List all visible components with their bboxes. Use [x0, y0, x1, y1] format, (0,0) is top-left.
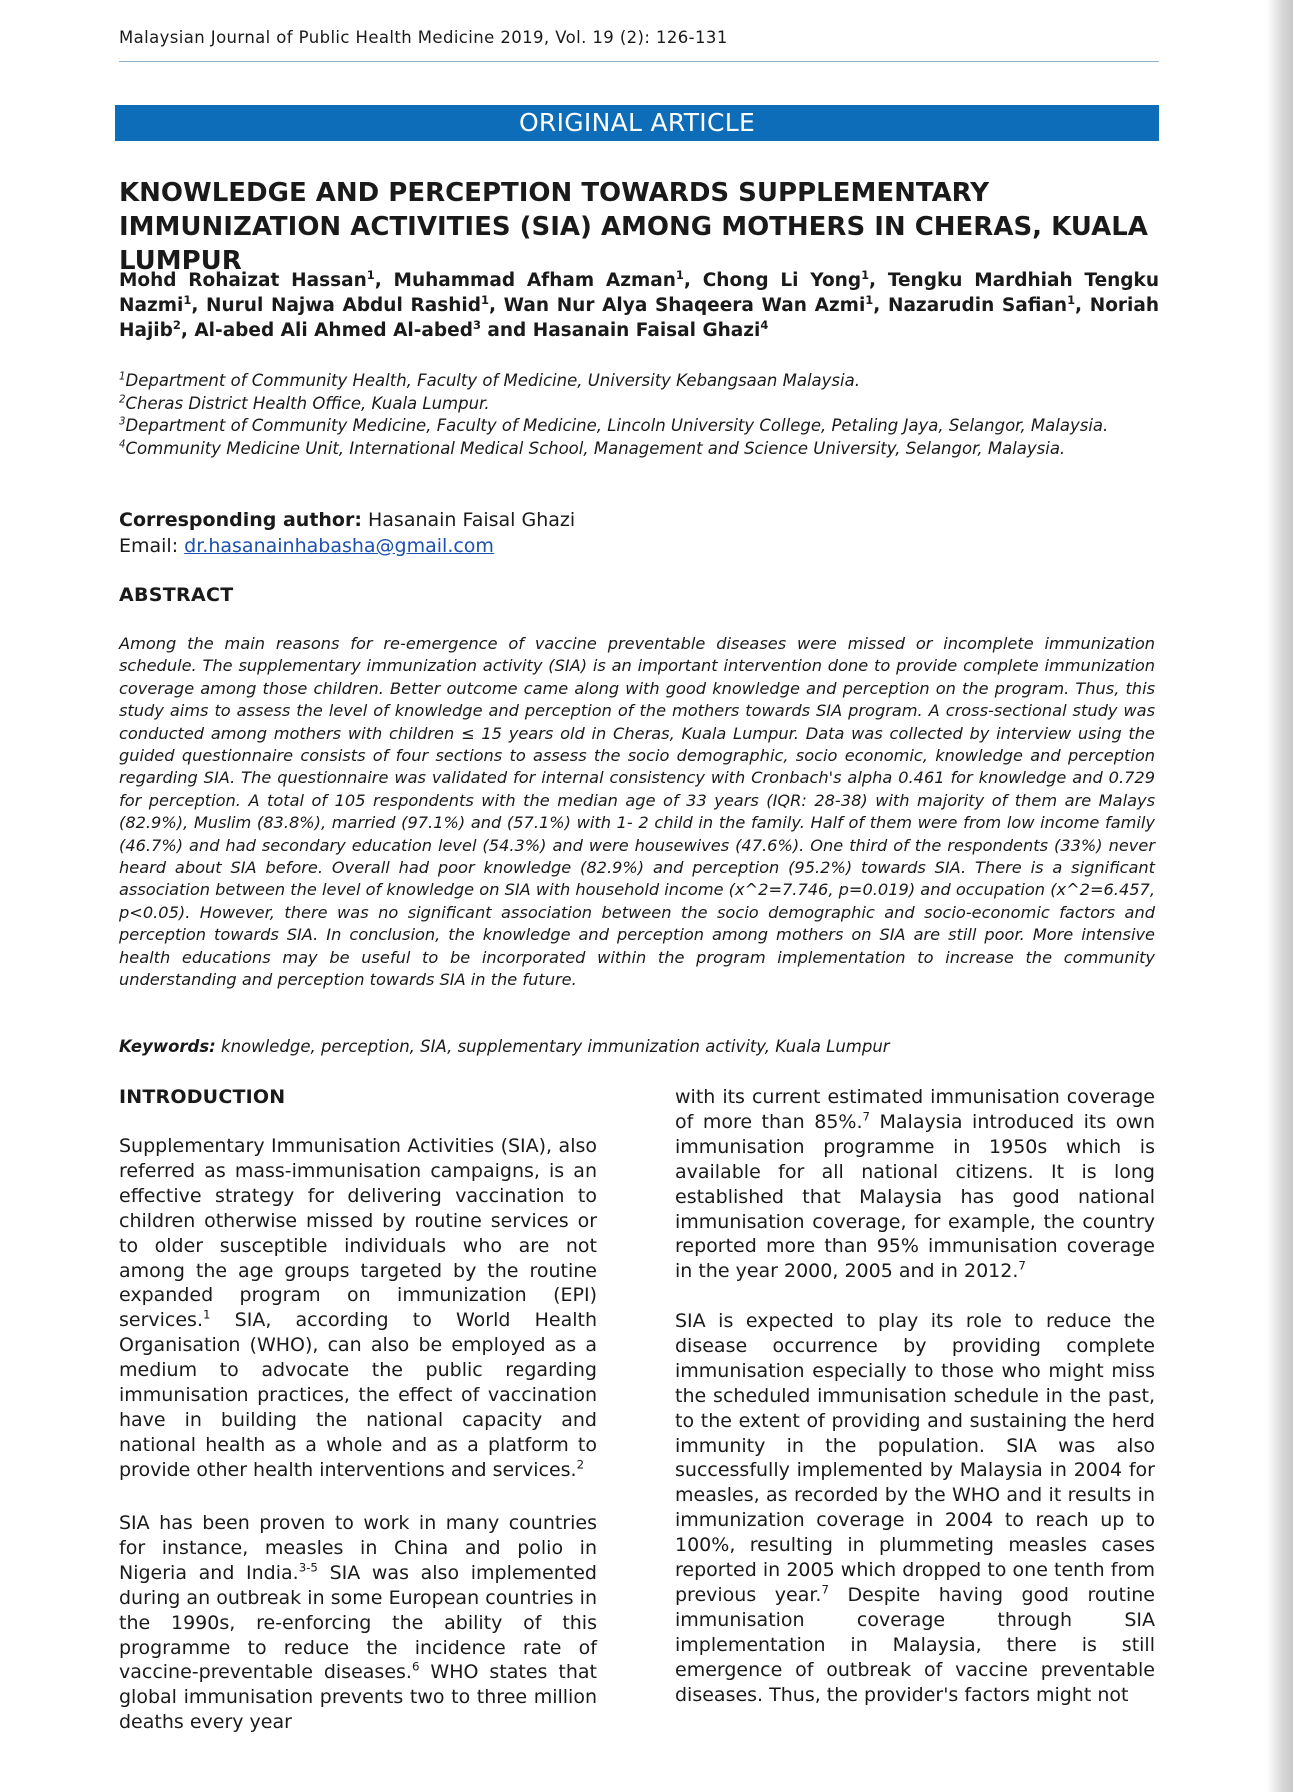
author-affil-ref: 1 [865, 292, 874, 307]
author-name: Al-abed Ali Ahmed Al-abed [194, 320, 473, 341]
corresponding-author-line [119, 507, 1159, 533]
author-affil-ref: 1 [480, 292, 489, 307]
paragraph-text: Malaysia introduced its own immunisation programme in 1950s which is available for all national citizens. It is long established that Malaysia has good national immunisation coverage, for example, the country reported more than 95% immunisation coverage in the year 2000, 2005 and in 2012. [675, 1110, 1155, 1283]
author-affil-ref: 1 [675, 267, 684, 282]
affiliation-number: 1 [119, 371, 126, 383]
author-separator: , [191, 295, 207, 316]
affiliation-item [119, 370, 1159, 393]
affiliation-item [119, 415, 1159, 438]
intro-paragraph-4 [675, 1309, 1155, 1708]
header-rule [119, 61, 1159, 62]
citation-ref: 2 [576, 1457, 585, 1472]
author-separator: , [1075, 295, 1090, 316]
author-affil-ref: 1 [183, 292, 192, 307]
author-affil-ref: 4 [760, 317, 769, 332]
journal-header: Malaysian Journal of Public Health Medicine 2019, Vol. 19 (2): 126-131 [119, 28, 728, 47]
citation-ref: 7 [1018, 1259, 1026, 1274]
affiliation-item [119, 438, 1159, 461]
abstract-text: Among the main reasons for re-emergence of vaccine preventable diseases were missed or incomplete immunization schedule. The supplementary immunization activity (SIA) is an important intervention done to provide complete immunization coverage among those children. Better outcome came along with good knowledge and perception on the program. Thus, this study aims to assess the level of knowledge and perception of the mothers towards SIA program. A cross-sectional study was conducted among mothers with children ≤ 15 years old in Cheras, Kuala Lumpur. Data was collected by interview using the guided questionnaire consists of four sections to assess the socio demographic, socio economic, knowledge and perception regarding SIA. The questionnaire was validated for internal consistency with Cronbach's alpha 0.461 for knowledge and 0.729 for perception. A total of 105 respondents with the median age of 33 years (IQR: 28-38) with majority of them are Malays (82.9%), Muslim (83.8%), married (97.1%) and (57.1%) with 1- 2 child in the family. Half of them were from low income family (46.7%) and had secondary education level (54.3%) and were housewives (47.6%). One third of the respondents (33%) never heard about SIA before. Overall had poor knowledge (82.9%) and perception (95.2%) towards SIA. There is a significant association between the level of knowledge on SIA with household income (x^2=7.746, p=0.019) and occupation (x^2=6.457, p<0.05). However, there was no significant association between the socio demographic and socio-economic factors and perception towards SIA. In conclusion, the knowledge and perception among mothers on SIA are still poor. More intensive health educations may be useful to be incorporated within the program implementation to increase the community understanding and perception towards SIA in the future. [119, 634, 1155, 990]
keywords-label: Keywords: [119, 1037, 216, 1056]
citation-ref: 7 [821, 1582, 829, 1597]
author-name: Muhammad Afham Azman [393, 270, 676, 291]
author-separator: , [374, 270, 394, 291]
affiliation-text: Department of Community Health, Faculty of Medicine, University Kebangsaan Malaysia. [125, 371, 860, 390]
intro-paragraph-2 [119, 1511, 597, 1735]
author-name: Nazarudin Safian [887, 295, 1068, 316]
author-name: Hasanain Faisal Ghazi [532, 320, 761, 341]
paragraph-text: with its current estimated immunisation coverage of more than 85%. [675, 1086, 1155, 1133]
affiliation-item [119, 393, 1159, 416]
introduction-heading: INTRODUCTION [119, 1086, 286, 1108]
corresponding-name: Hasanain Faisal Ghazi [368, 509, 576, 531]
citation-ref: 3-5 [298, 1560, 318, 1575]
page-edge-shadow [1267, 0, 1293, 1792]
author-separator: , [683, 270, 703, 291]
affiliation-number: 2 [119, 394, 126, 405]
citation-ref: 6 [411, 1660, 420, 1675]
author-name: Noriah Hajib [119, 295, 1160, 341]
article-type-banner: ORIGINAL ARTICLE [115, 105, 1159, 141]
affiliation-text: Department of Community Medicine, Faculty of Medicine, Lincoln University College, Petaling Jaya, Selangor, Malaysia. [125, 416, 1109, 435]
abstract-heading: ABSTRACT [119, 584, 234, 606]
paragraph-text: Despite having good routine immunisation coverage through SIA implementation in Malaysia, there is still emergence of outbreak of vaccine preventable diseases. Thus, the provider's factors might not [675, 1583, 1155, 1706]
keywords-text: knowledge, perception, SIA, supplementary immunization activity, Kuala Lumpur [221, 1037, 890, 1056]
author-separator: , [180, 320, 195, 341]
paragraph-text: WHO states that global immunisation prevents two to three million deaths every year [119, 1661, 597, 1734]
author-name: Mohd Rohaizat Hassan [119, 270, 367, 291]
affiliation-number: 3 [119, 416, 126, 428]
keywords-line [119, 1037, 1159, 1056]
citation-ref: 7 [862, 1109, 871, 1124]
intro-paragraph-1 [119, 1134, 597, 1483]
author-separator: , [873, 295, 888, 316]
author-name: Wan Nur Alya Shaqeera Wan Azmi [503, 295, 866, 316]
author-name: Nurul Najwa Abdul Rashid [206, 295, 481, 316]
author-affil-ref: 2 [172, 317, 181, 332]
affiliation-list [119, 370, 1159, 460]
author-affil-ref: 1 [366, 267, 375, 282]
affiliation-number: 4 [119, 439, 126, 450]
email-label: Email: [119, 535, 179, 557]
paragraph-text: SIA, according to World Health Organisation (WHO), can also be employed as a medium to advocate the public regarding immunisation practices, the effect of vaccination have in building the national capacity and national health as a whole and as a platform to provide other health interventions and services. [119, 1309, 597, 1481]
author-list [119, 268, 1159, 343]
citation-ref: 1 [203, 1308, 211, 1323]
paragraph-text: Supplementary Immunisation Activities (SIA), also referred as mass-immunisation campaigns, is an effective strategy for delivering vaccination to children otherwise missed by routine services or to older susceptible individuals who are not among the age groups targeted by the routine expanded program on immunization (EPI) services. [119, 1135, 597, 1332]
author-affil-ref: 3 [472, 317, 481, 332]
affiliation-text: Community Medicine Unit, International Medical School, Management and Science University, Selangor, Malaysia. [125, 438, 1066, 458]
author-affil-ref: 1 [861, 267, 870, 282]
intro-paragraph-3 [675, 1085, 1155, 1284]
author-separator: , [869, 270, 888, 291]
paragraph-text: SIA has been proven to work in many countries for instance, measles in China and polio in Nigeria and India. [119, 1512, 597, 1584]
article-title: KNOWLEDGE AND PERCEPTION TOWARDS SUPPLEMENTARY IMMUNIZATION ACTIVITIES (SIA) AMONG MOTHERS IN CHERAS, KUALA LUMPUR [119, 178, 1148, 276]
author-name: Tengku Mardhiah Tengku Nazmi [119, 270, 1159, 316]
email-line [119, 533, 1159, 559]
author-separator: , [488, 295, 504, 316]
email-link[interactable]: dr.hasanainhabasha@gmail.com [184, 535, 494, 557]
corresponding-author-block [119, 507, 1159, 559]
corresponding-label: Corresponding author: [119, 509, 362, 531]
author-name: Chong Li Yong [702, 270, 862, 291]
author-separator: and [480, 320, 533, 341]
affiliation-text: Cheras District Health Office, Kuala Lumpur. [125, 393, 490, 413]
paragraph-text: SIA is expected to play its role to reduce the disease occurrence by providing complete immunisation especially to those who might miss the scheduled immunisation schedule in the past, to the extent of providing and sustaining the herd immunity in the population. SIA was also successfully implemented by Malaysia in 2004 for measles, as recorded by the WHO and it results in immunization coverage in 2004 to reach up to 100%, resulting in plummeting measles cases reported in 2005 which dropped to one tenth from previous year. [675, 1310, 1155, 1606]
paragraph-text: SIA was also implemented during an outbreak in some European countries in the 1990s, re-enforcing the ability of this programme to reduce the incidence rate of vaccine-preventable diseases. [119, 1561, 597, 1684]
author-affil-ref: 1 [1067, 292, 1076, 307]
